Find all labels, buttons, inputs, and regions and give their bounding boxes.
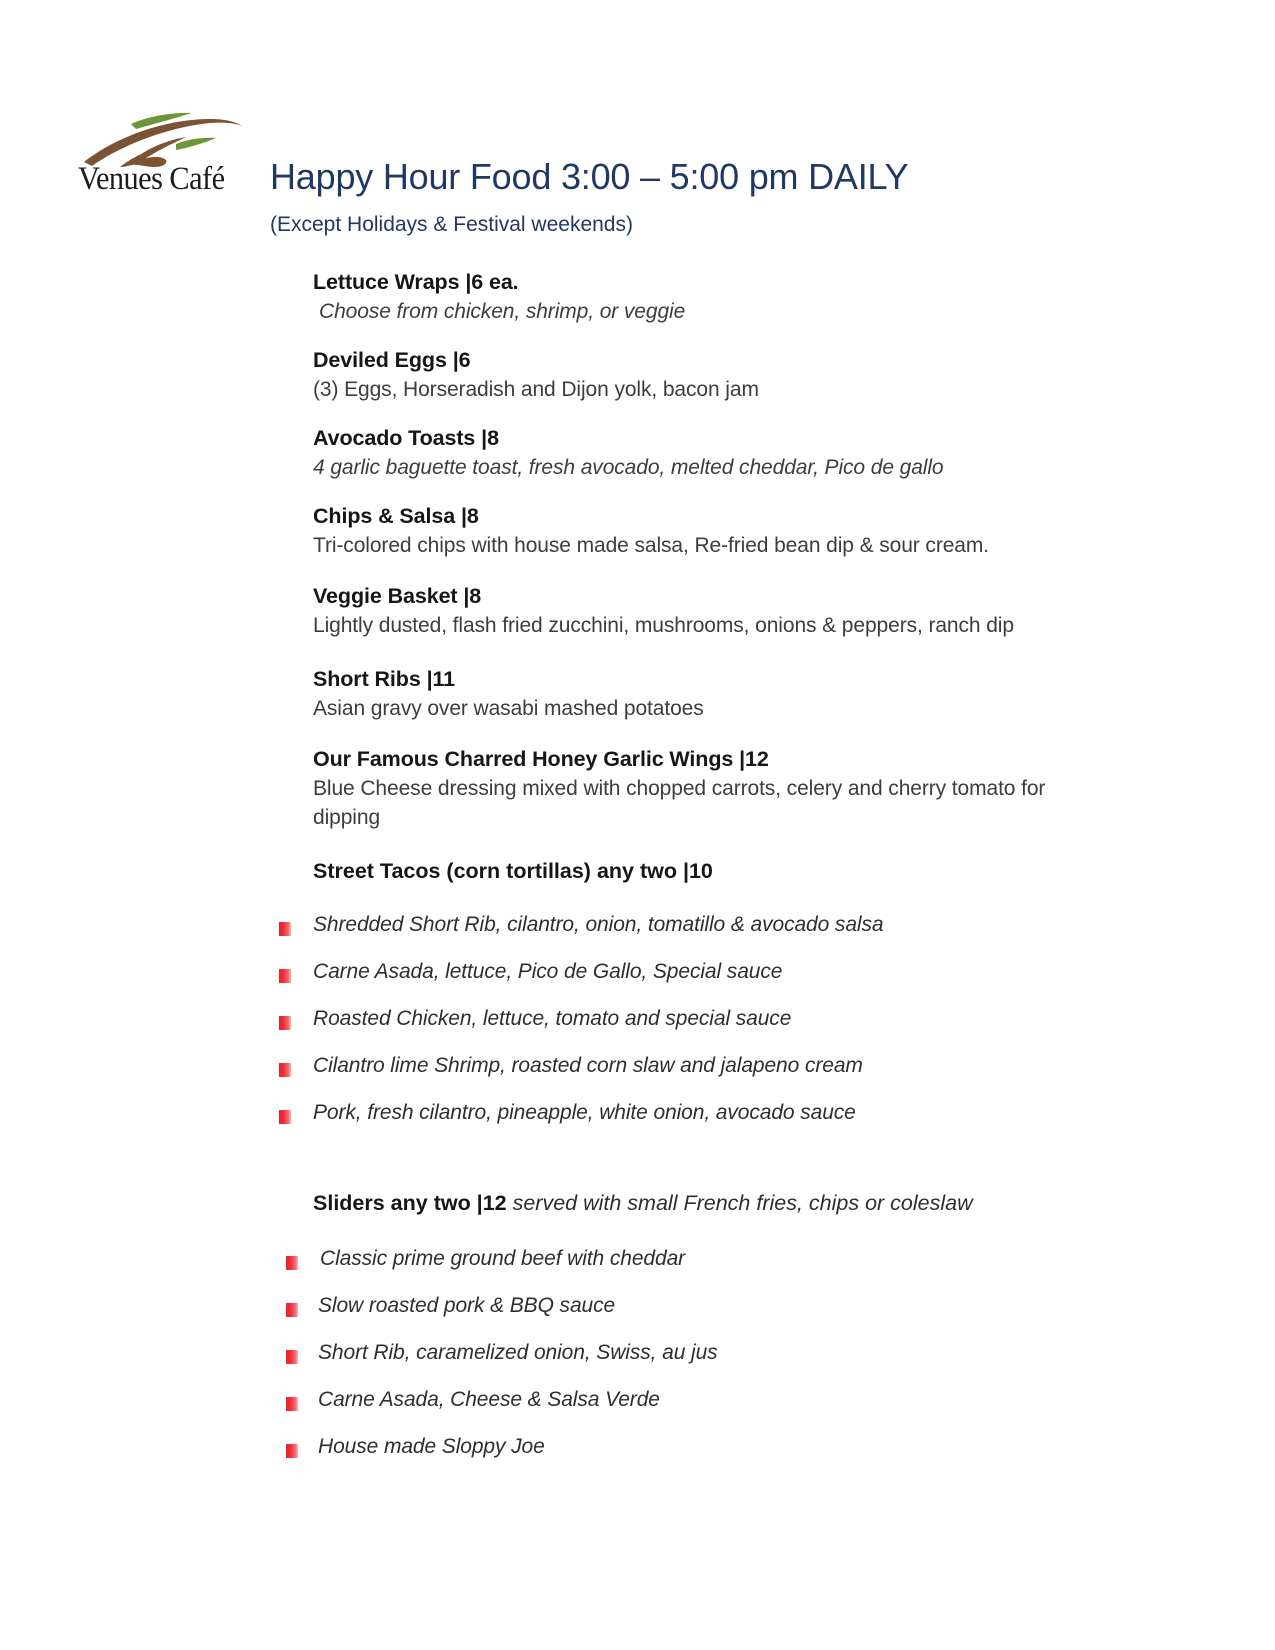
menu-item-description: Blue Cheese dressing mixed with chopped carrots, celery and cherry tomato for dipping	[313, 777, 1046, 829]
menu-item-name: Deviled Eggs |6	[313, 348, 471, 372]
list-item	[0, 1004, 1275, 1034]
red-square-bullet-icon	[279, 1110, 291, 1124]
menu-item-description: Asian gravy over wasabi mashed potatoes	[313, 697, 704, 720]
sliders-heading	[0, 1188, 1275, 1218]
list-item	[0, 1432, 1275, 1462]
list-item	[0, 1244, 1275, 1274]
page-subtitle: (Except Holidays & Festival weekends)	[270, 213, 633, 236]
red-square-bullet-icon	[286, 1256, 298, 1270]
street-tacos-heading-label: Street Tacos (corn tortillas) any two |10	[313, 859, 713, 883]
sliders-heading-label: Sliders any two |12	[313, 1191, 507, 1215]
sliders-list	[0, 1244, 1275, 1462]
menu-item-name: Our Famous Charred Honey Garlic Wings |12	[313, 747, 769, 771]
red-square-bullet-icon	[279, 1063, 291, 1077]
menu-item-description: 4 garlic baguette toast, fresh avocado, melted cheddar, Pico de gallo	[313, 456, 944, 479]
brand-wordmark: Venues Café	[78, 161, 225, 197]
page-title: Happy Hour Food 3:00 – 5:00 pm DAILY	[270, 156, 909, 197]
list-item-label: Pork, fresh cilantro, pineapple, white onion, avocado sauce	[313, 1101, 856, 1124]
brand-logo	[76, 110, 262, 206]
street-tacos-list	[0, 910, 1275, 1128]
menu-item-description: (3) Eggs, Horseradish and Dijon yolk, bacon jam	[313, 378, 759, 401]
list-item	[0, 957, 1275, 987]
list-item-label: Carne Asada, Cheese & Salsa Verde	[318, 1388, 660, 1411]
menu-item	[0, 424, 1275, 482]
sliders-heading-note: served with small French fries, chips or coleslaw	[506, 1191, 973, 1215]
red-square-bullet-icon	[279, 922, 291, 936]
menu-item	[0, 502, 1275, 560]
red-square-bullet-icon	[286, 1397, 298, 1411]
list-item-label: Slow roasted pork & BBQ sauce	[318, 1294, 616, 1317]
red-square-bullet-icon	[286, 1303, 298, 1317]
menu-item	[0, 268, 1275, 326]
list-item	[0, 1338, 1275, 1368]
list-item	[0, 1051, 1275, 1081]
list-item	[0, 1291, 1275, 1321]
menu-item	[0, 745, 1275, 832]
menu-item-name: Short Ribs |11	[313, 667, 456, 691]
menu-item-name: Avocado Toasts |8	[313, 426, 499, 450]
page-header	[0, 104, 1275, 254]
red-square-bullet-icon	[286, 1444, 298, 1458]
menu-item-name: Veggie Basket |8	[313, 584, 482, 608]
menu-item	[0, 665, 1275, 723]
menu-item-name: Lettuce Wraps |6 ea.	[313, 270, 519, 294]
list-item	[0, 1098, 1275, 1128]
red-square-bullet-icon	[279, 1016, 291, 1030]
menu-item-description: Choose from chicken, shrimp, or veggie	[319, 300, 686, 323]
list-item-label: Cilantro lime Shrimp, roasted corn slaw and jalapeno cream	[313, 1054, 863, 1077]
menu-body	[0, 268, 1275, 1479]
menu-item	[0, 582, 1275, 640]
red-square-bullet-icon	[286, 1350, 298, 1364]
red-square-bullet-icon	[279, 969, 291, 983]
street-tacos-heading	[0, 856, 1275, 886]
list-item	[0, 910, 1275, 940]
list-item	[0, 1385, 1275, 1415]
menu-item	[0, 346, 1275, 404]
menu-item-name: Chips & Salsa |8	[313, 504, 479, 528]
list-item-label: Carne Asada, lettuce, Pico de Gallo, Special sauce	[313, 960, 783, 983]
menu-item-description: Tri-colored chips with house made salsa, Re-fried bean dip & sour cream.	[313, 534, 989, 557]
list-item-label: Short Rib, caramelized onion, Swiss, au jus	[318, 1341, 718, 1364]
list-item-label: House made Sloppy Joe	[318, 1435, 545, 1458]
list-item-label: Roasted Chicken, lettuce, tomato and special sauce	[313, 1007, 792, 1030]
list-item-label: Shredded Short Rib, cilantro, onion, tomatillo & avocado salsa	[313, 913, 884, 936]
list-item-label: Classic prime ground beef with cheddar	[320, 1247, 686, 1270]
menu-item-description: Lightly dusted, flash fried zucchini, mushrooms, onions & peppers, ranch dip	[313, 614, 1014, 637]
